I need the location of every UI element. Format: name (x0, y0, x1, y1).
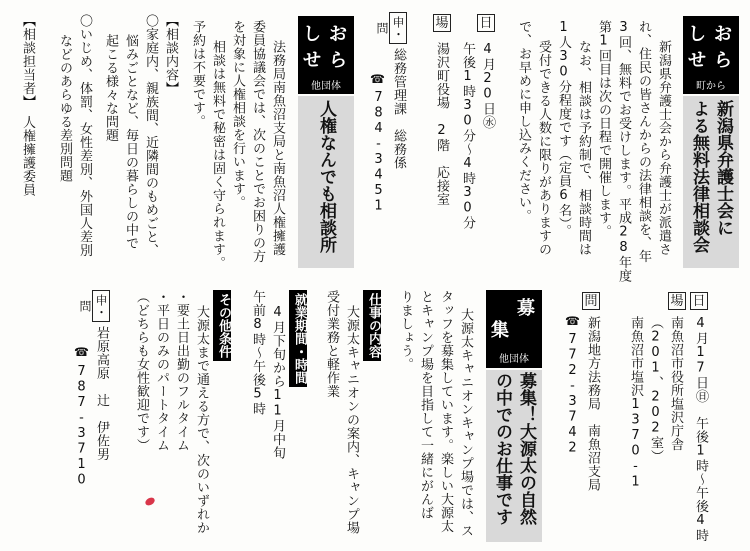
contact-phone: 784-3451 (371, 90, 386, 214)
contact-label-box: 申・問 (92, 290, 110, 322)
notice-tag-char: ら (710, 48, 736, 74)
event-room: （201、202室） (648, 316, 663, 463)
event-address: 南魚沼市塩沢1370-1 (628, 316, 643, 490)
body-line: 第1回目は次の日程で開催します。 (596, 20, 611, 238)
staff-line: 【相談担当者】 人権擁護委員 (20, 14, 35, 197)
contact-dept: 総務管理課 総務係 (391, 48, 406, 170)
notice-tag-subtitle: 他団体 (311, 81, 341, 92)
recruit-tag-char: 集 (487, 318, 513, 344)
contact-person: 岩原高原 辻 伊佐男 (94, 326, 109, 461)
body-line: で、お早めに申し込みください。 (516, 20, 531, 223)
notice-tag-char: お (325, 22, 351, 48)
body-line: を対象に人権相談を行います。 (230, 20, 245, 209)
contact-label-box: 申・問 (389, 12, 407, 44)
notice-tag-char: お (710, 22, 736, 48)
body-line: タッフを募集しています。楽しい大源太 (438, 290, 453, 533)
red-ink-mark (144, 496, 156, 507)
notice-tag-subtitle: 町から (696, 81, 726, 92)
other-line: ・要土日出勤のフルタイム (174, 290, 189, 452)
body-line: なお、相談は予約制で、相談時間は (576, 40, 591, 256)
event-time: 午後1時30分〜4時30分 (460, 42, 475, 230)
consult-line: などのあらゆる差別問題 (57, 34, 72, 183)
event-place: 湯沢町役場 2階 応接室 (434, 42, 449, 206)
contact-label-box: 問 (582, 292, 600, 310)
place-label-box: 場 (433, 14, 451, 32)
notice-tag-char: せ (299, 48, 325, 74)
consult-line: 起こる様々な問題 (103, 34, 118, 142)
article-title-line: 募集！大源太の自然 (516, 372, 536, 525)
period-line: 午前8時〜午後5時 (250, 290, 265, 416)
article-title-line: 新潟県弁護士会に (713, 100, 733, 236)
body-line: 相談は無料で秘密は固く守られます。 (210, 40, 225, 270)
event-date: 4月17日㊐ 午後1時〜午後4時 (693, 316, 708, 542)
phone-icon: ☎ (565, 314, 580, 328)
notice-tag-char: せ (684, 48, 710, 74)
notice-tag-char: ら (325, 48, 351, 74)
article-title-line: の中でのお仕事です (492, 372, 512, 525)
other-line: （どちらも女性歓迎です） (134, 290, 149, 452)
body-line: 3回、無料でお受けします。平成28年度 (616, 20, 631, 283)
event-place: 南魚沼市役所塩沢庁舎 (668, 316, 683, 451)
date-label-box: 日 (477, 14, 495, 32)
job-line: 大源太キャニオンの案内、キャンプ場 (344, 305, 359, 535)
contact-phone: 772-3742 (565, 332, 580, 456)
body-line: とキャンプ場を目指して一緒にがんば (418, 290, 433, 520)
body-line: りましょう。 (398, 290, 413, 371)
period-header: 就業期間・時間 (289, 290, 307, 387)
notice-tag-char: し (684, 22, 710, 48)
body-line: 1人30分程度です（定員6名）。 (556, 20, 571, 238)
place-label-box: 場 (668, 292, 686, 310)
body-line: 大源太キャニオンキャンプ場では、ス (458, 308, 473, 538)
consult-line: 悩みごとなど、毎日の暮らしの中で (123, 34, 138, 250)
recruit-tag-char: 募 (513, 296, 539, 322)
other-header: その他条件 (213, 290, 231, 361)
body-line: 受付できる人数に限りがありますの (536, 40, 551, 256)
other-line: 大源太まで通える方で、次のいずれか (194, 305, 209, 535)
consult-line: 〇家庭内、親族間、近隣間のもめごと、 (143, 14, 158, 257)
consult-line: 〇いじめ、体罰、女性差別、外国人差別 (77, 14, 92, 257)
body-line: 新潟県弁護士会から弁護士が派遣さ (656, 40, 671, 256)
article-title-line: よる無料法律相談会 (689, 100, 709, 253)
body-line: 委員協議会では、次のことでお困りの方 (250, 20, 265, 263)
other-line: ・平日のみのパートタイム (154, 290, 169, 452)
body-line: れ、住民の皆さんからの法律相談を、年 (636, 20, 651, 263)
job-line: 受付業務と軽作業 (324, 290, 339, 398)
phone-icon: ☎ (370, 72, 385, 86)
notice-tag-char: し (299, 22, 325, 48)
contact-dept: 新潟地方法務局 南魚沼支局 (585, 316, 600, 492)
date-label-box: 日 (690, 292, 708, 310)
period-line: 4月下旬から11月中旬 (270, 305, 285, 460)
article-title-line: 人権なんでも相談所 (316, 100, 336, 253)
event-date: 4月20日㊌ (480, 42, 495, 129)
body-line: 法務局南魚沼支局と南魚沼人権擁護 (270, 40, 285, 256)
phone-icon: ☎ (74, 345, 89, 359)
body-line: 予約は不要です。 (190, 20, 205, 128)
consult-header: 【相談内容】 (163, 14, 178, 95)
job-header: 仕事の内容 (363, 290, 381, 361)
contact-phone: 787-3710 (74, 364, 89, 488)
recruit-tag-subtitle: 他団体 (499, 354, 529, 365)
